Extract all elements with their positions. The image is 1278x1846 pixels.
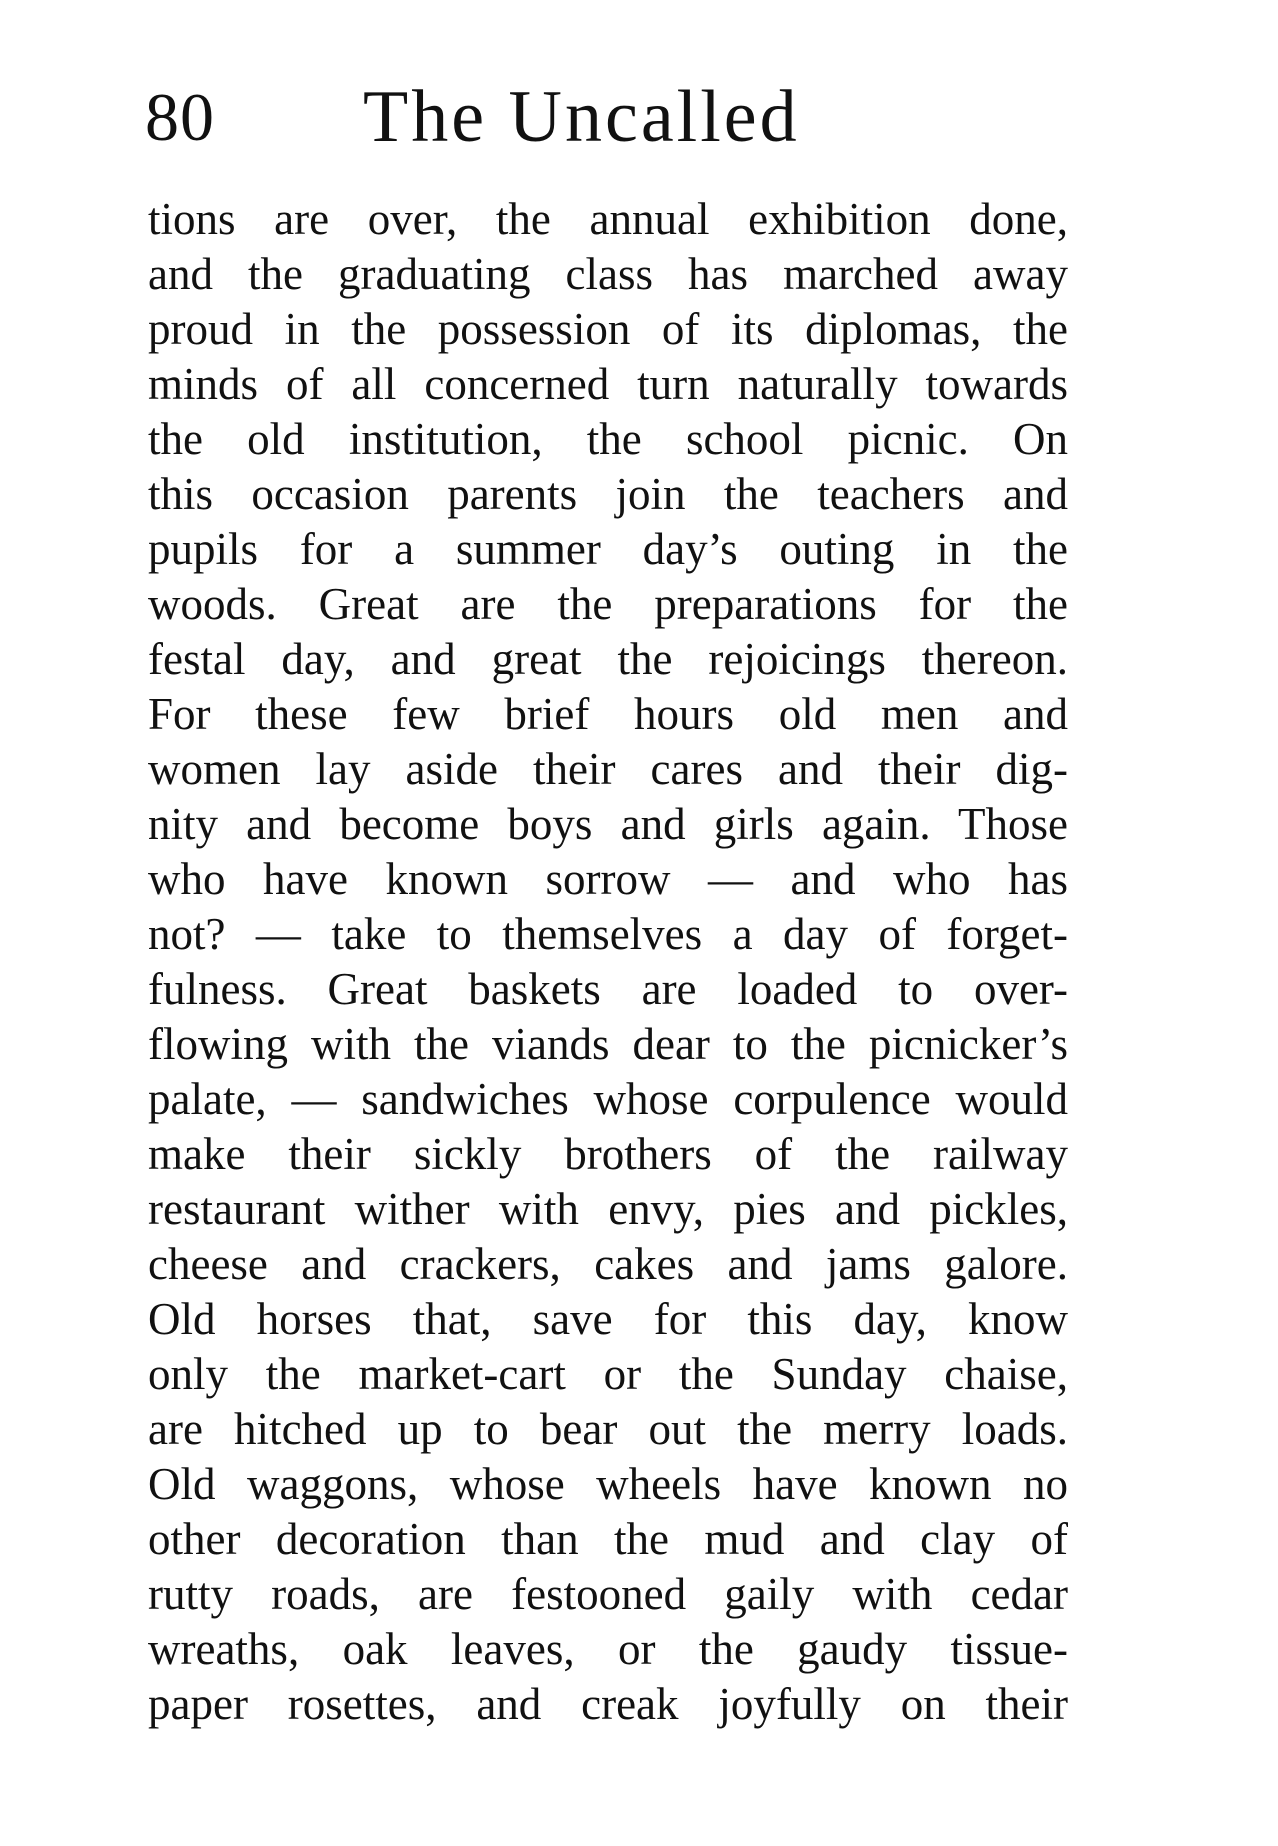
text-line: Old horses that, save for this day, know xyxy=(148,1294,1068,1344)
text-line: women lay aside their cares and their dig- xyxy=(148,744,1068,794)
text-line: palate, — sandwiches whose corpulence would xyxy=(148,1074,1068,1124)
text-line: proud in the possession of its diplomas, the xyxy=(148,304,1068,354)
text-line: For these few brief hours old men and xyxy=(148,689,1068,739)
page-number: 80 xyxy=(145,79,215,155)
text-line: fulness. Great baskets are loaded to over- xyxy=(148,964,1068,1014)
text-line: tions are over, the annual exhibition done, xyxy=(148,194,1068,244)
text-line: other decoration than the mud and clay of xyxy=(148,1514,1068,1564)
running-head xyxy=(145,72,1065,162)
text-line: and the graduating class has marched away xyxy=(148,249,1068,299)
text-line: festal day, and great the rejoicings thereon. xyxy=(148,634,1068,684)
text-line: who have known sorrow — and who has xyxy=(148,854,1068,904)
running-title: The Uncalled xyxy=(363,76,800,158)
text-line: Old waggons, whose wheels have known no xyxy=(148,1459,1068,1509)
text-line: not? — take to themselves a day of forget- xyxy=(148,909,1068,959)
text-line: paper rosettes, and creak joyfully on their xyxy=(148,1679,1068,1729)
text-line: flowing with the viands dear to the picnicker’s xyxy=(148,1019,1068,1069)
text-line: restaurant wither with envy, pies and pickles, xyxy=(148,1184,1068,1234)
text-line: make their sickly brothers of the railway xyxy=(148,1129,1068,1179)
text-line: minds of all concerned turn naturally towards xyxy=(148,359,1068,409)
body-text xyxy=(148,192,1068,1732)
text-line: cheese and crackers, cakes and jams galore. xyxy=(148,1239,1068,1289)
text-line: nity and become boys and girls again. Those xyxy=(148,799,1068,849)
text-line: rutty roads, are festooned gaily with cedar xyxy=(148,1569,1068,1619)
text-line: pupils for a summer day’s outing in the xyxy=(148,524,1068,574)
text-line: wreaths, oak leaves, or the gaudy tissue- xyxy=(148,1624,1068,1674)
text-line: this occasion parents join the teachers and xyxy=(148,469,1068,519)
text-line: the old institution, the school picnic. On xyxy=(148,414,1068,464)
text-line: are hitched up to bear out the merry loads. xyxy=(148,1404,1068,1454)
text-line: woods. Great are the preparations for the xyxy=(148,579,1068,629)
text-line: only the market-cart or the Sunday chaise, xyxy=(148,1349,1068,1399)
